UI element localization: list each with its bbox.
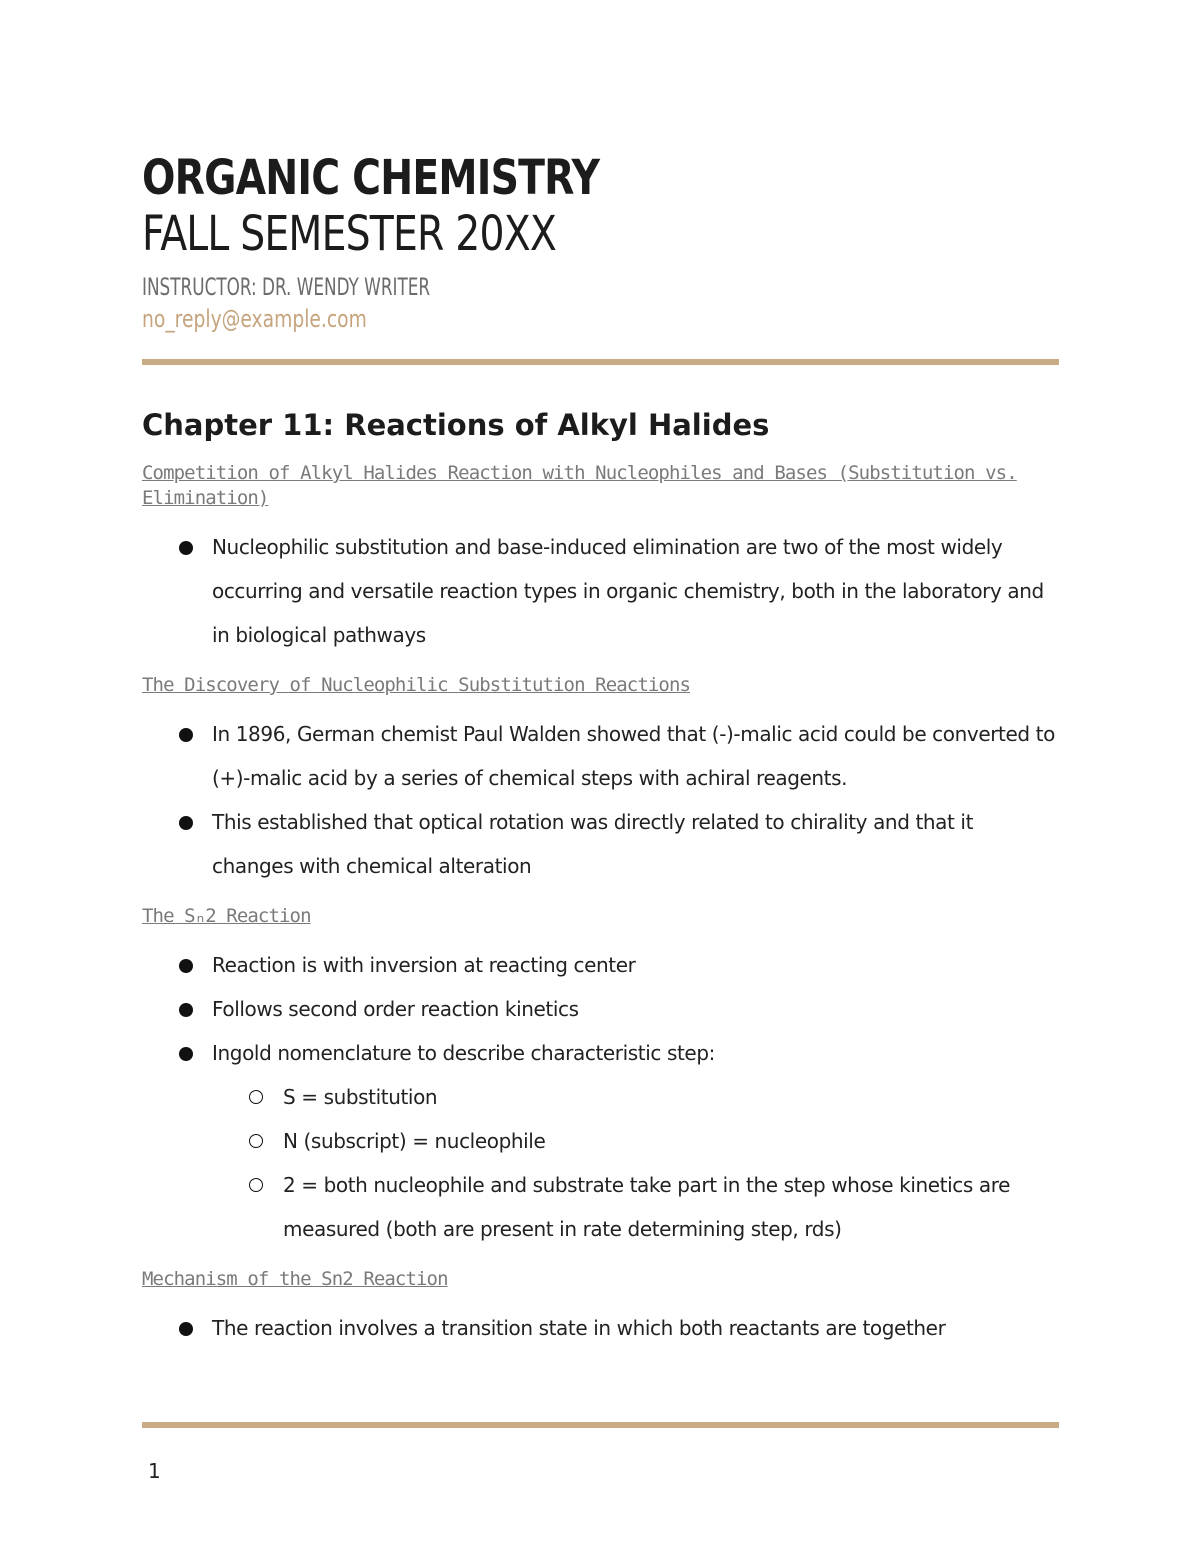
- bullet-text: Nucleophilic substitution and base-induced elimination are two of the most widely occurring and versatile reaction types in organic chemistry, both in the laboratory and in biological pathways: [212, 535, 1044, 647]
- bullet-list: [142, 525, 1059, 657]
- sub-bullet-list: [212, 1075, 1059, 1251]
- section-title: Mechanism of the Sn2 Reaction: [142, 1268, 448, 1290]
- bullet-item: [142, 525, 1059, 657]
- sub-bullet-text: N (subscript) = nucleophile: [283, 1129, 546, 1153]
- bullet-dot-icon: [179, 1322, 193, 1336]
- bullet-text: Ingold nomenclature to describe characteristic step:: [212, 1041, 715, 1065]
- course-title: ORGANIC CHEMISTRY: [142, 150, 600, 206]
- sub-bullet-text: 2 = both nucleophile and substrate take part in the step whose kinetics are measured (both are present in rate determining step, rds): [283, 1173, 1010, 1241]
- bullet-text: The reaction involves a transition state in which both reactants are together: [212, 1316, 946, 1340]
- bullet-item: [142, 800, 1059, 888]
- section-title: The Sₙ2 Reaction: [142, 905, 311, 927]
- sub-bullet-item: [142, 1163, 1059, 1251]
- bullet-dot-icon: [179, 728, 193, 742]
- page-number: 1: [148, 1459, 161, 1483]
- bullet-dot-icon: [179, 1003, 193, 1017]
- bullet-dot-icon: [179, 959, 193, 973]
- bullet-text: This established that optical rotation was directly related to chirality and that it changes with chemical alteration: [212, 810, 974, 878]
- bullet-item: [142, 987, 1059, 1031]
- document-body: [142, 405, 1059, 1366]
- section-title: Competition of Alkyl Halides Reaction with Nucleophiles and Bases (Substitution vs. Elimination): [142, 462, 1017, 509]
- document-header: [142, 150, 1059, 334]
- sub-bullet-item: [142, 1119, 1059, 1163]
- bullet-item: [142, 1031, 1059, 1251]
- bullet-text: Reaction is with inversion at reacting center: [212, 953, 636, 977]
- bullet-dot-icon: [179, 816, 193, 830]
- bullet-dot-icon: [179, 1047, 193, 1061]
- header-divider: [142, 359, 1059, 365]
- bullet-list: [142, 1306, 1059, 1350]
- instructor-name: INSTRUCTOR: DR. WENDY WRITER: [142, 273, 431, 301]
- sub-bullet-item: [142, 1075, 1059, 1119]
- bullet-item: [142, 943, 1059, 987]
- hollow-circle-icon: [249, 1090, 263, 1104]
- bullet-list: [142, 943, 1059, 1251]
- bullet-dot-icon: [179, 541, 193, 555]
- instructor-email[interactable]: no_reply@example.com: [142, 305, 367, 333]
- bullet-item: [142, 712, 1059, 800]
- semester-title: FALL SEMESTER 20XX: [142, 206, 557, 262]
- hollow-circle-icon: [249, 1178, 263, 1192]
- chapter-heading: Chapter 11: Reactions of Alkyl Halides: [142, 408, 770, 442]
- bullet-text: In 1896, German chemist Paul Walden showed that (-)-malic acid could be converted to (+)-malic acid by a series of chemical steps with achiral reagents.: [212, 722, 1055, 790]
- section-title: The Discovery of Nucleophilic Substitution Reactions: [142, 674, 691, 696]
- bullet-text: Follows second order reaction kinetics: [212, 997, 579, 1021]
- hollow-circle-icon: [249, 1134, 263, 1148]
- footer-divider: [142, 1422, 1059, 1428]
- sub-bullet-text: S = substitution: [283, 1085, 438, 1109]
- bullet-item: [142, 1306, 1059, 1350]
- bullet-list: [142, 712, 1059, 888]
